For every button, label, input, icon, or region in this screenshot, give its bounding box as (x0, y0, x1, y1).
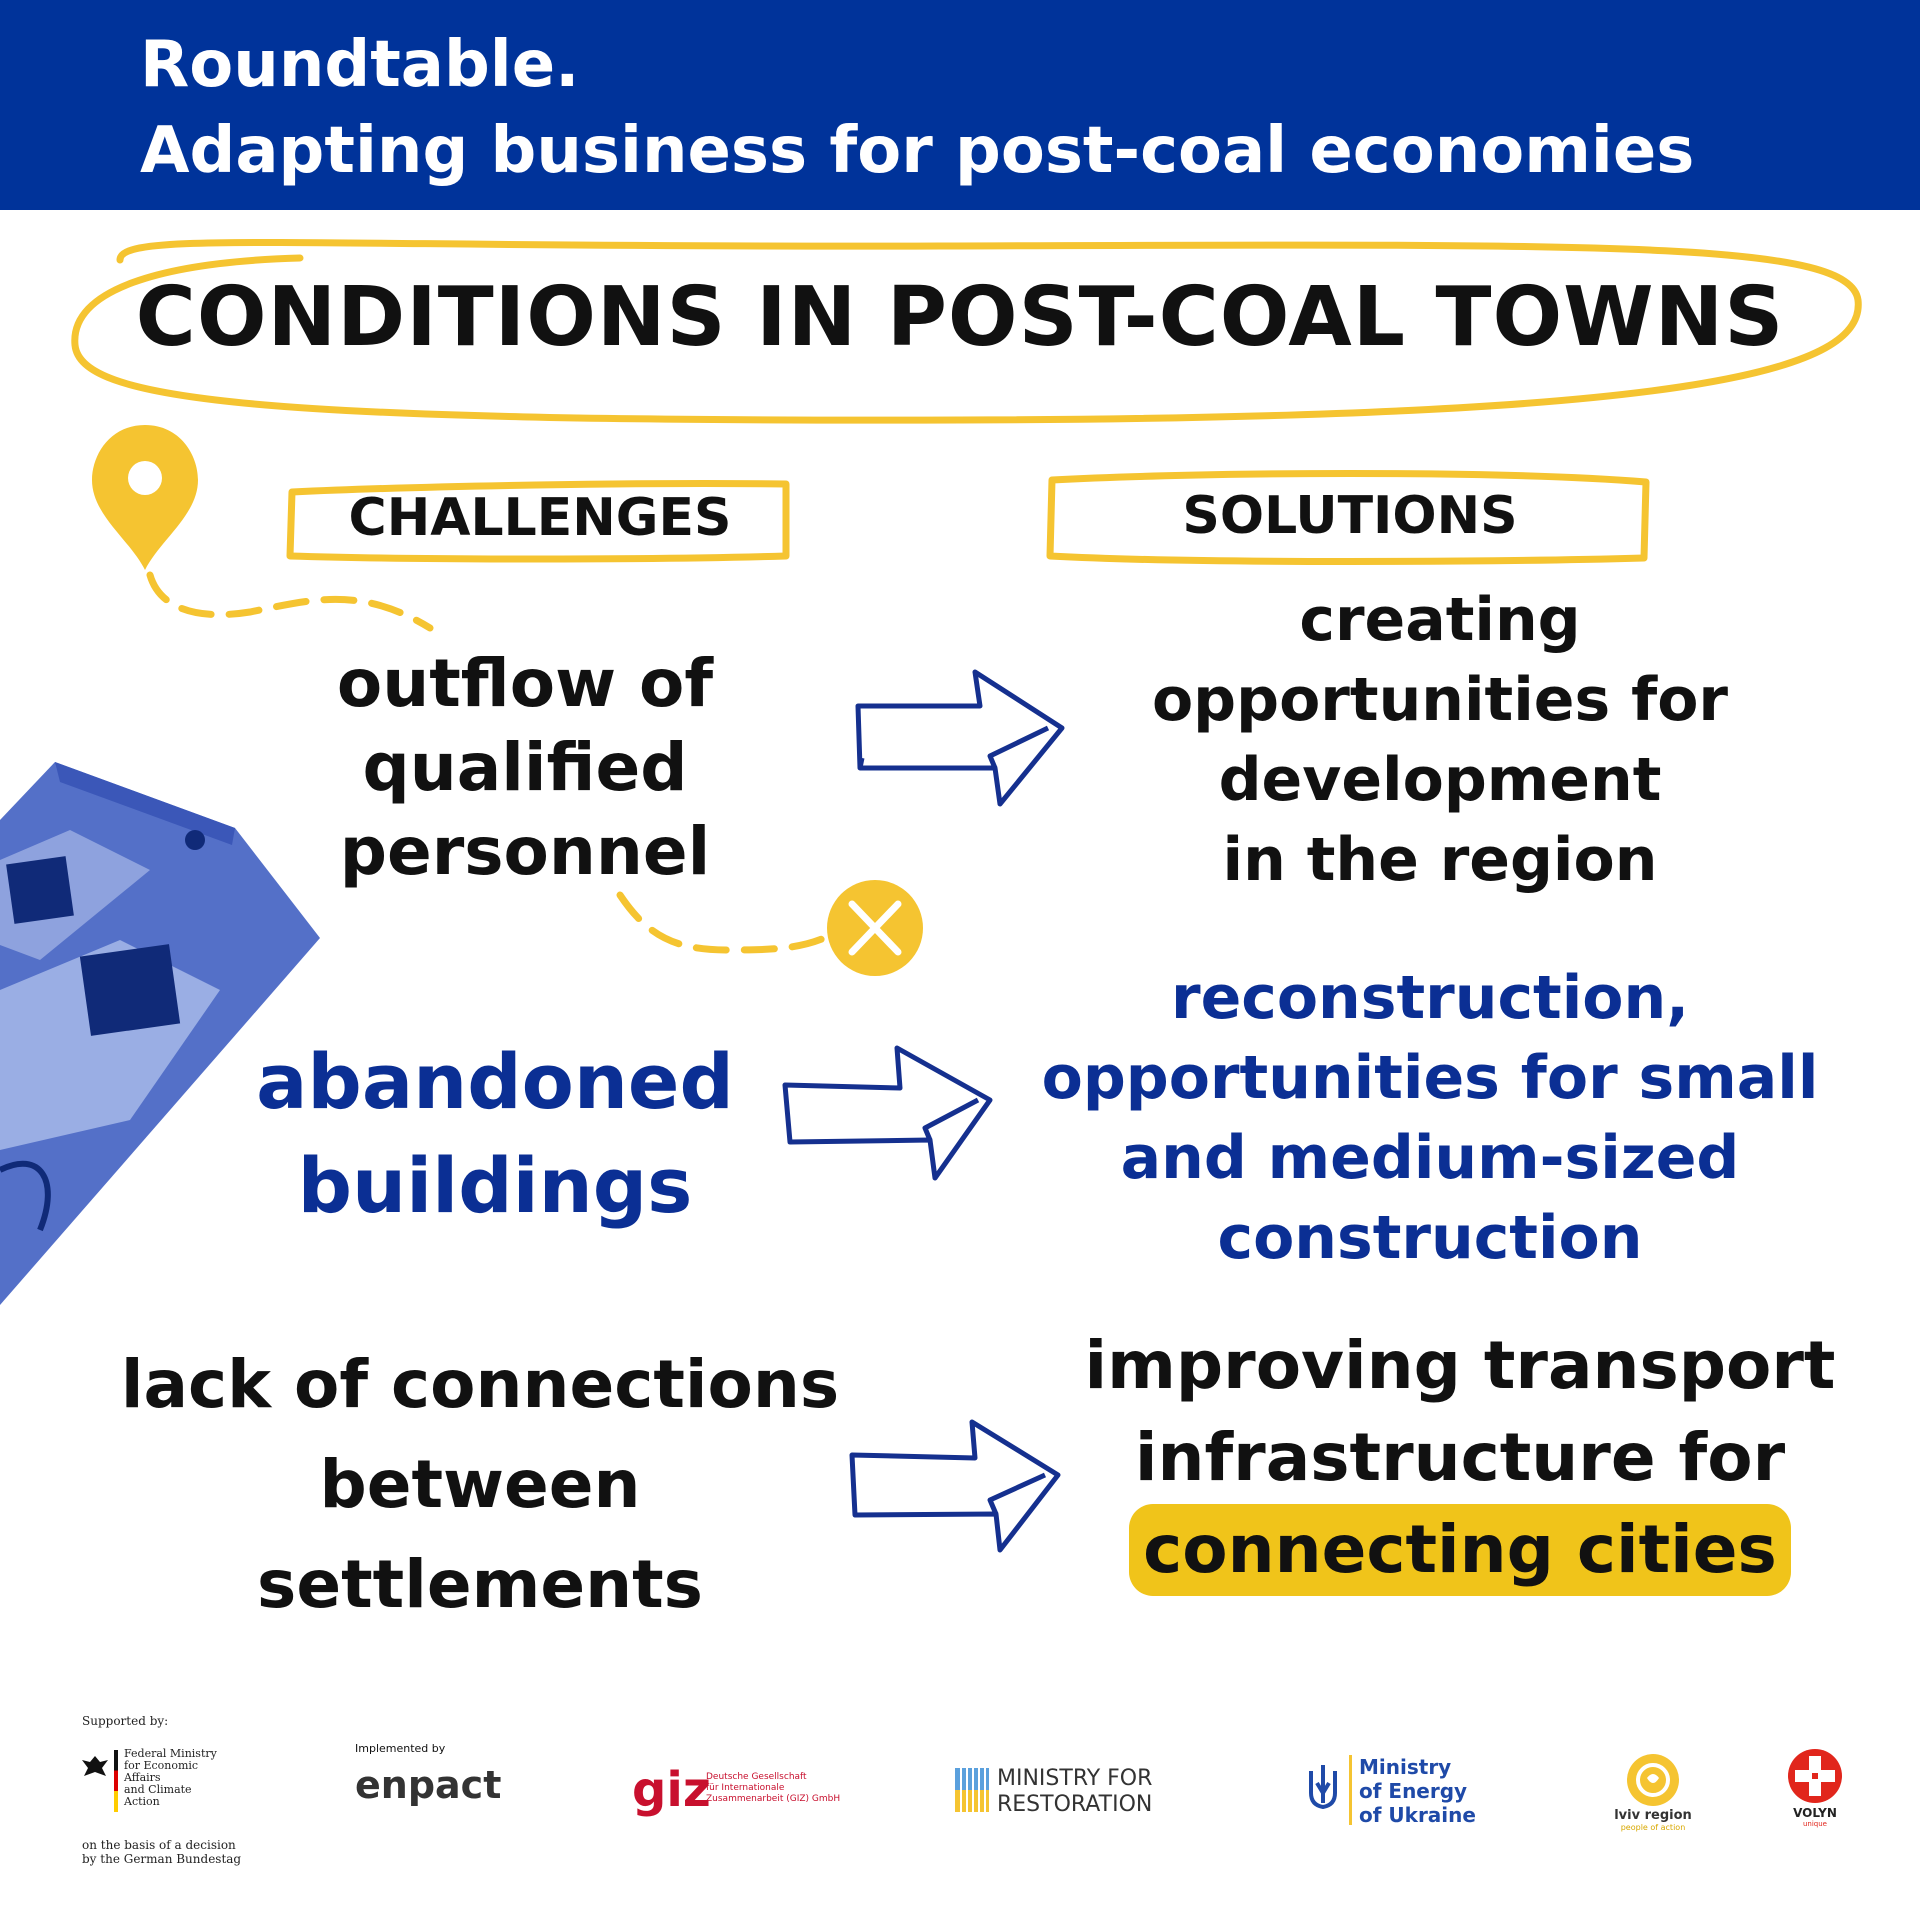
energy-line: of Ukraine (1359, 1803, 1476, 1827)
eagle-icon (80, 1754, 110, 1780)
enpact-wordmark: enpact (355, 1763, 502, 1807)
volyn-logo (1770, 1748, 1860, 1838)
bundestag-line: by the German Bundestag (82, 1852, 242, 1866)
arrow-icon-1 (858, 672, 1062, 804)
lviv-line: lviv region (1614, 1808, 1692, 1823)
challenge-1-line: personnel (339, 813, 711, 890)
solution-1-line: opportunities for (1151, 665, 1729, 735)
bundestag-line: on the basis of a decision (82, 1838, 236, 1852)
enpact-logo (355, 1742, 501, 1807)
volyn-tagline: unique (1802, 1820, 1827, 1828)
lviv-tagline: people of action (1620, 1823, 1686, 1832)
bmwk-logo (80, 1748, 230, 1818)
ministry-restoration-logo (955, 1764, 1195, 1820)
challenge-3 (60, 1335, 900, 1635)
solution-3 (1060, 1320, 1860, 1596)
challenge-3-line: lack of connections (120, 1346, 840, 1423)
giz-line: für Internationale (706, 1783, 785, 1793)
solution-3-line: infrastructure for (1134, 1419, 1786, 1496)
challenge-1 (260, 642, 790, 894)
lviv-region-logo (1598, 1752, 1708, 1832)
volyn-cross-icon (1787, 1748, 1843, 1804)
challenge-3-line: between (319, 1446, 641, 1523)
challenge-2-line: buildings (297, 1141, 693, 1230)
challenge-3-line: settlements (257, 1546, 703, 1623)
giz-line: Deutsche Gesellschaft (706, 1772, 807, 1782)
solution-3-highlight: connecting cities (1129, 1504, 1791, 1596)
bmwk-line: Federal Ministry (124, 1747, 217, 1760)
solution-1-line: in the region (1222, 825, 1658, 895)
giz-wordmark: giz (632, 1762, 711, 1818)
bmwk-line: for Economic Affairs (124, 1759, 199, 1784)
challenges-label: CHALLENGES (348, 488, 732, 548)
challenge-2-line: abandoned (256, 1037, 734, 1126)
bmwk-line: and Climate Action (124, 1783, 192, 1808)
challenge-1-line: qualified (362, 729, 688, 806)
flag-stripe (114, 1750, 118, 1812)
solution-1-line: development (1218, 745, 1662, 815)
close-marker-icon (827, 880, 923, 976)
solution-2-line: and medium-sized (1120, 1123, 1740, 1193)
giz-line: Zusammenarbeit (GIZ) GmbH (706, 1794, 841, 1804)
implemented-by-label: Implemented by (355, 1742, 446, 1755)
restoration-line: MINISTRY FOR (997, 1766, 1153, 1791)
header-title: Roundtable. (140, 28, 580, 102)
restoration-emblem-icon (955, 1768, 989, 1812)
challenge-1-line: outflow of (336, 645, 714, 722)
volyn-line: VOLYN (1793, 1806, 1837, 1820)
page-title: CONDITIONS IN POST-COAL TOWNS (135, 270, 1785, 365)
ministry-energy-logo (1305, 1755, 1505, 1835)
solution-2-line: construction (1217, 1203, 1643, 1273)
dashed-trail (620, 895, 840, 950)
challenge-2 (200, 1030, 790, 1238)
solution-1-line: creating (1299, 585, 1581, 655)
solution-2 (1040, 958, 1820, 1278)
solution-3-line: improving transport (1084, 1327, 1836, 1404)
solution-2-line: reconstruction, (1170, 963, 1690, 1033)
restoration-line: RESTORATION (997, 1792, 1153, 1817)
supported-by-label: Supported by: (82, 1714, 169, 1728)
lviv-lion-icon (1625, 1752, 1681, 1808)
solution-1 (1090, 580, 1790, 900)
bundestag-note (82, 1838, 241, 1866)
divider (1349, 1755, 1352, 1825)
header-subtitle: Adapting business for post-coal economies (140, 114, 1695, 188)
energy-line: of Energy (1359, 1779, 1468, 1803)
solution-2-line: opportunities for small (1041, 1043, 1819, 1113)
energy-line: Ministry (1359, 1755, 1452, 1779)
arrow-icon-2 (785, 1048, 990, 1178)
trident-icon (1305, 1763, 1341, 1813)
solutions-label: SOLUTIONS (1182, 486, 1518, 546)
